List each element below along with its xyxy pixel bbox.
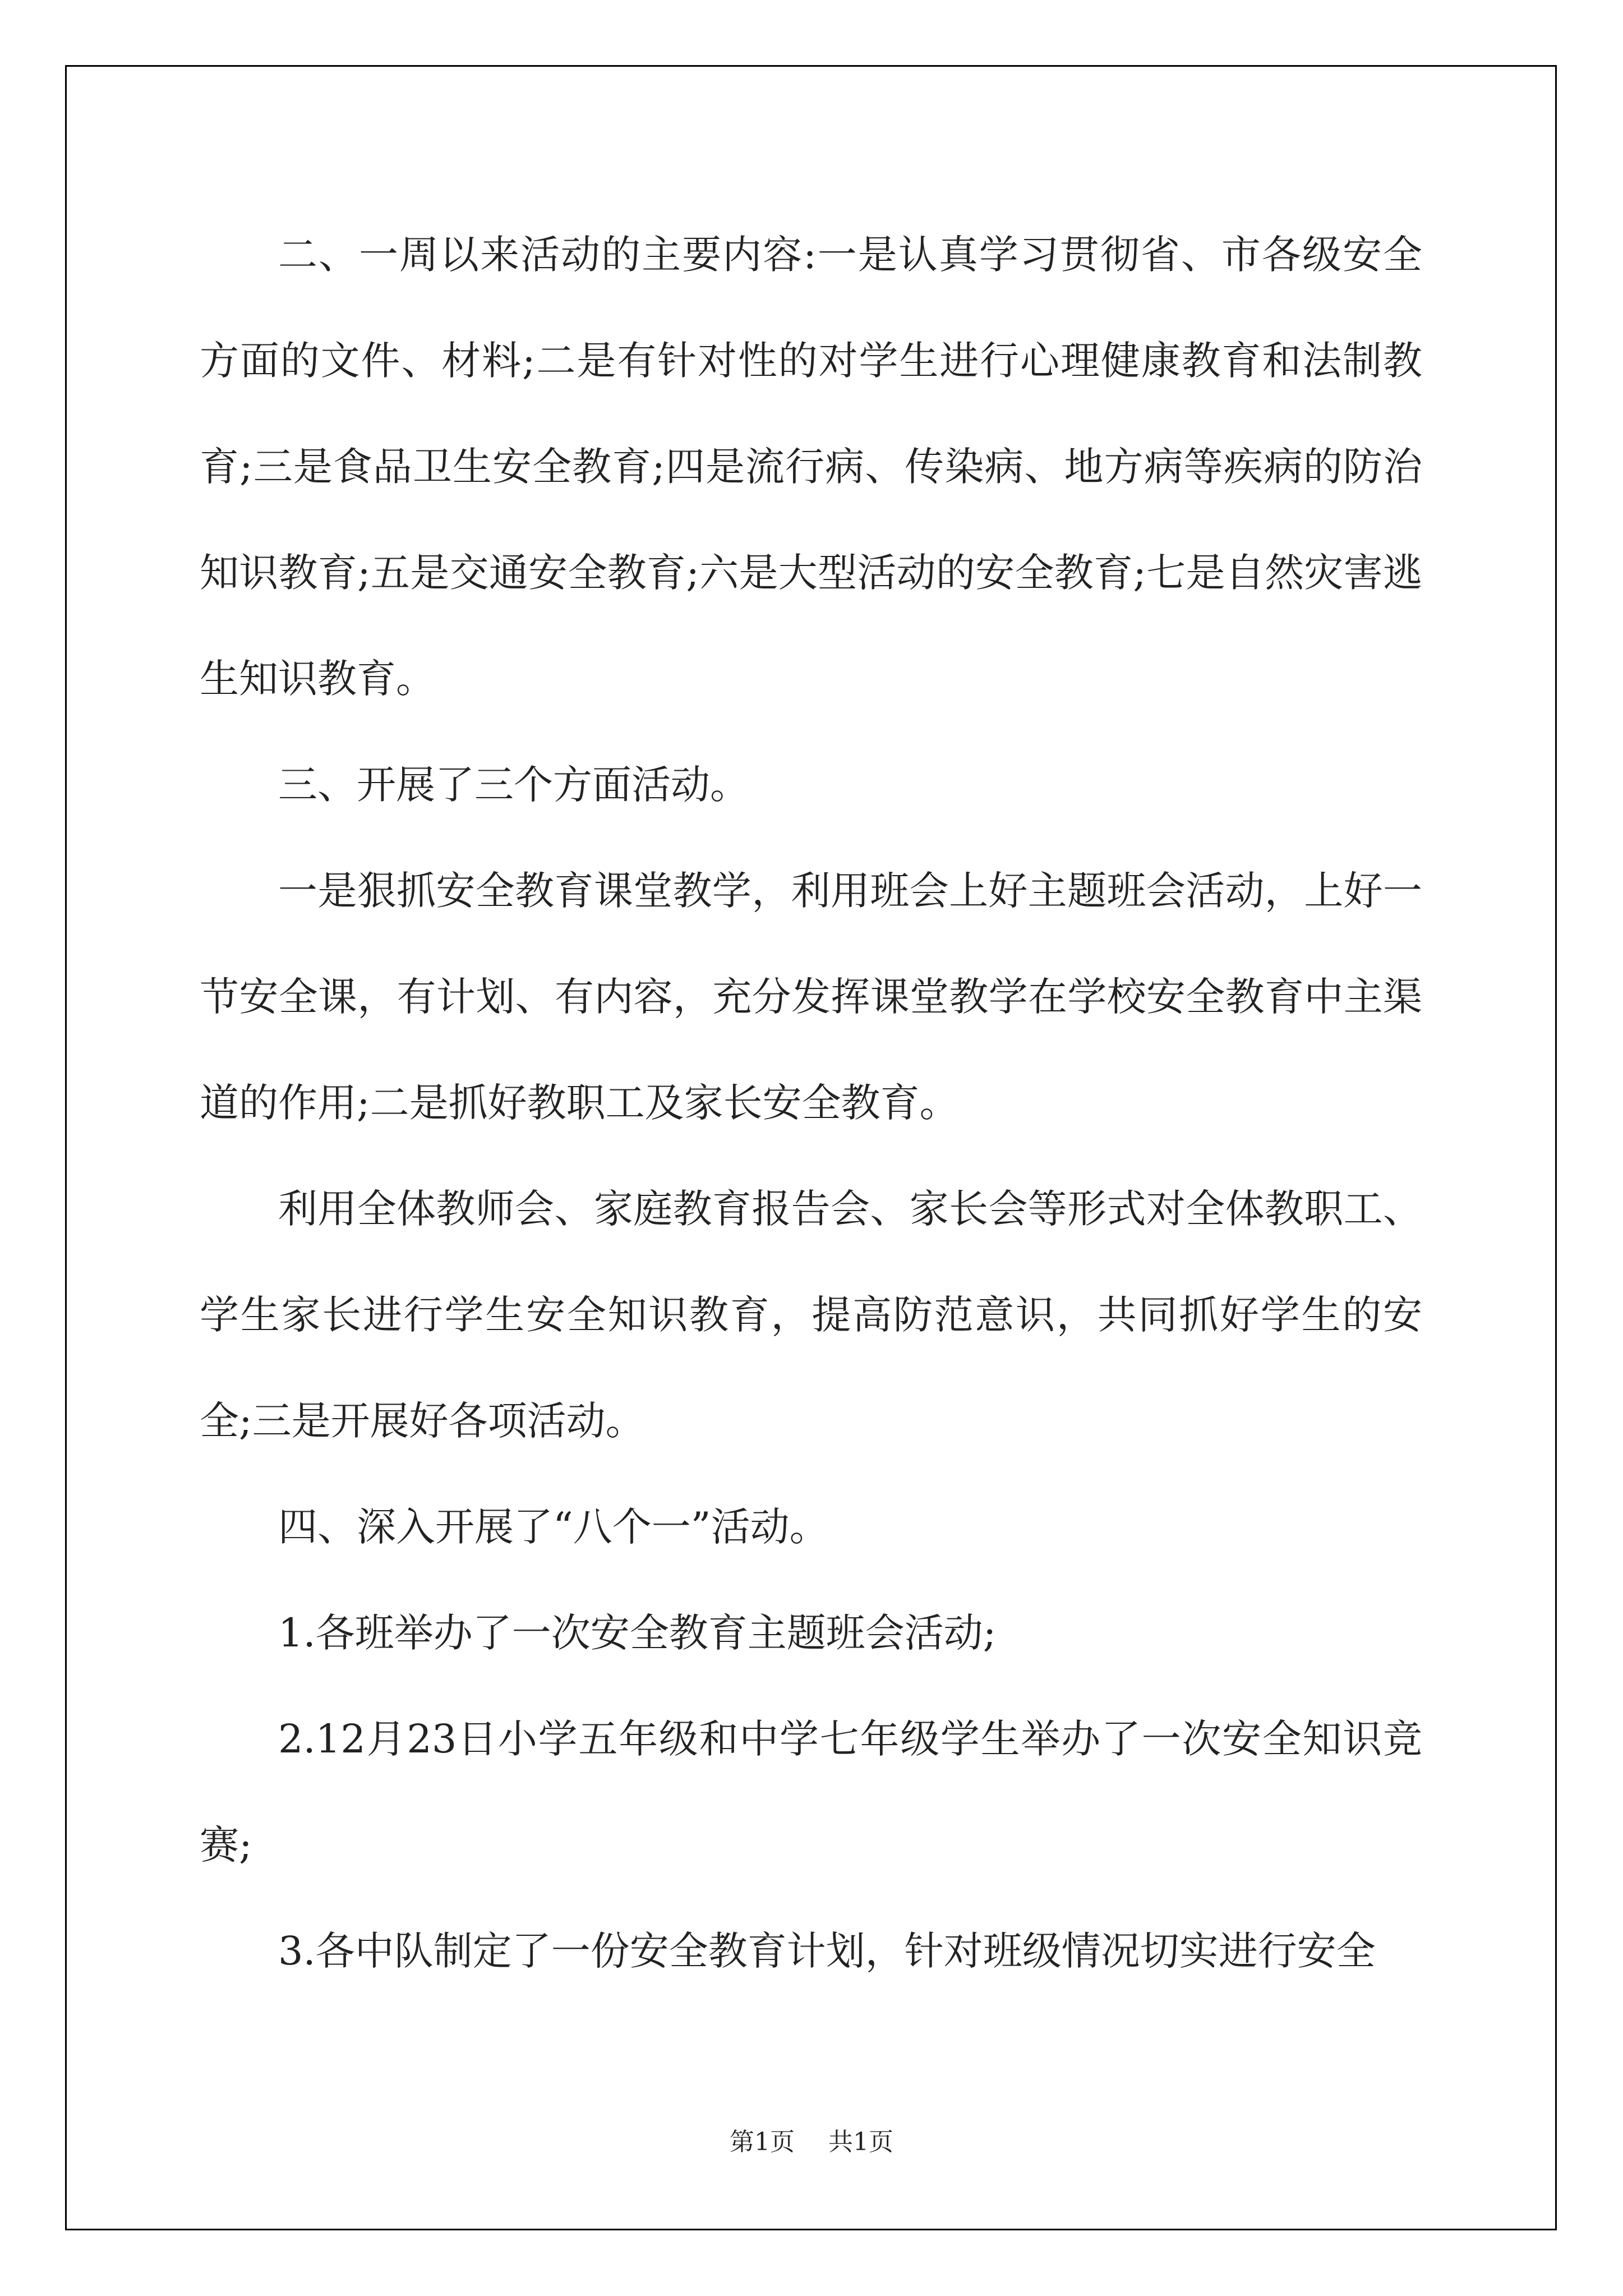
list-item-3: 3.各中队制定了一份安全教育计划，针对班级情况切实进行安全 — [278, 1928, 1376, 1974]
paragraph-classroom-teaching: 一是狠抓安全教育课堂教学，利用班会上好主题班会活动，上好一节安全课，有计划、有内容，充分发挥课堂教学在学校安全教育中主渠道的作用;二是抓好教职工及家长安全教育。 — [200, 868, 1422, 1126]
paragraph-eight-ones: 四、深入开展了“八个一”活动。 — [278, 1504, 829, 1550]
page-number: 第1页 — [730, 2128, 795, 2156]
page-total: 共1页 — [828, 2128, 893, 2156]
paragraph-main-content: 二、一周以来活动的主要内容:一是认真学习贯彻省、市各级安全方面的文件、材料;二是有针对性的对学生进行心理健康教育和法制教育;三是食品卫生安全教育;四是流行病、传染病、地方病等疾病的防治知识教育;五是交通安全教育;六是大型活动的安全教育;七是自然灾害逃生知识教育。 — [200, 232, 1422, 702]
paragraph-parents-education: 利用全体教师会、家庭教育报告会、家长会等形式对全体教职工、学生家长进行学生安全知识教育，提高防范意识，共同抓好学生的安全;三是开展好各项活动。 — [200, 1186, 1422, 1444]
list-item-1: 1.各班举办了一次安全教育主题班会活动; — [278, 1610, 997, 1656]
list-item-2: 2.12月23日小学五年级和中学七年级学生举办了一次安全知识竞赛; — [200, 1716, 1422, 1868]
document-body — [200, 202, 1422, 2004]
page-footer — [0, 2122, 1623, 2157]
paragraph-three-activities: 三、开展了三个方面活动。 — [278, 762, 749, 808]
